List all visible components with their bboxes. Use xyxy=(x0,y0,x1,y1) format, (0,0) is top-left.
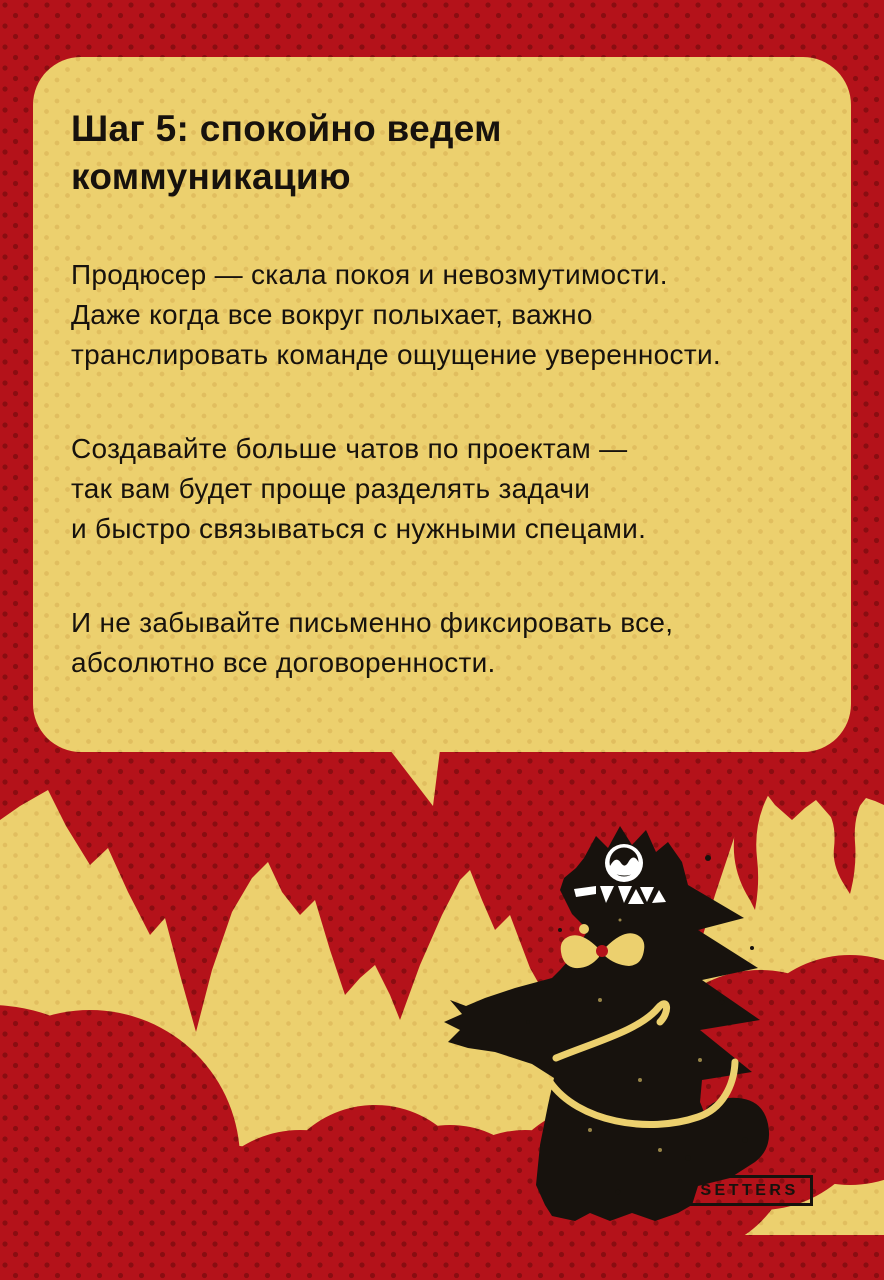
setters-logo xyxy=(683,1175,813,1206)
paragraph-2 xyxy=(71,429,813,549)
speech-bubble-card xyxy=(33,57,851,752)
paragraph-1 xyxy=(71,255,813,375)
paragraph-3 xyxy=(71,603,813,683)
setters-logo-text: SETTERS xyxy=(700,1181,799,1199)
title-line: Шаг 5: спокойно ведем xyxy=(71,108,502,149)
text-line: Даже когда все вокруг полыхает, важно xyxy=(71,299,593,330)
title-line: коммуникацию xyxy=(71,156,351,197)
text-line: Продюсер — скала покоя и невозмутимости. xyxy=(71,259,668,290)
text-line: И не забывайте письменно фиксировать все, xyxy=(71,607,674,638)
text-line: Создавайте больше чатов по проектам — xyxy=(71,433,628,464)
text-line: и быстро связываться с нужными спецами. xyxy=(71,513,647,544)
text-line: так вам будет проще разделять задачи xyxy=(71,473,591,504)
text-line: транслировать команде ощущение уверенности. xyxy=(71,339,721,370)
godzilla-eye-icon xyxy=(605,844,643,882)
page-title xyxy=(71,105,813,201)
text-line: абсолютно все договоренности. xyxy=(71,647,496,678)
